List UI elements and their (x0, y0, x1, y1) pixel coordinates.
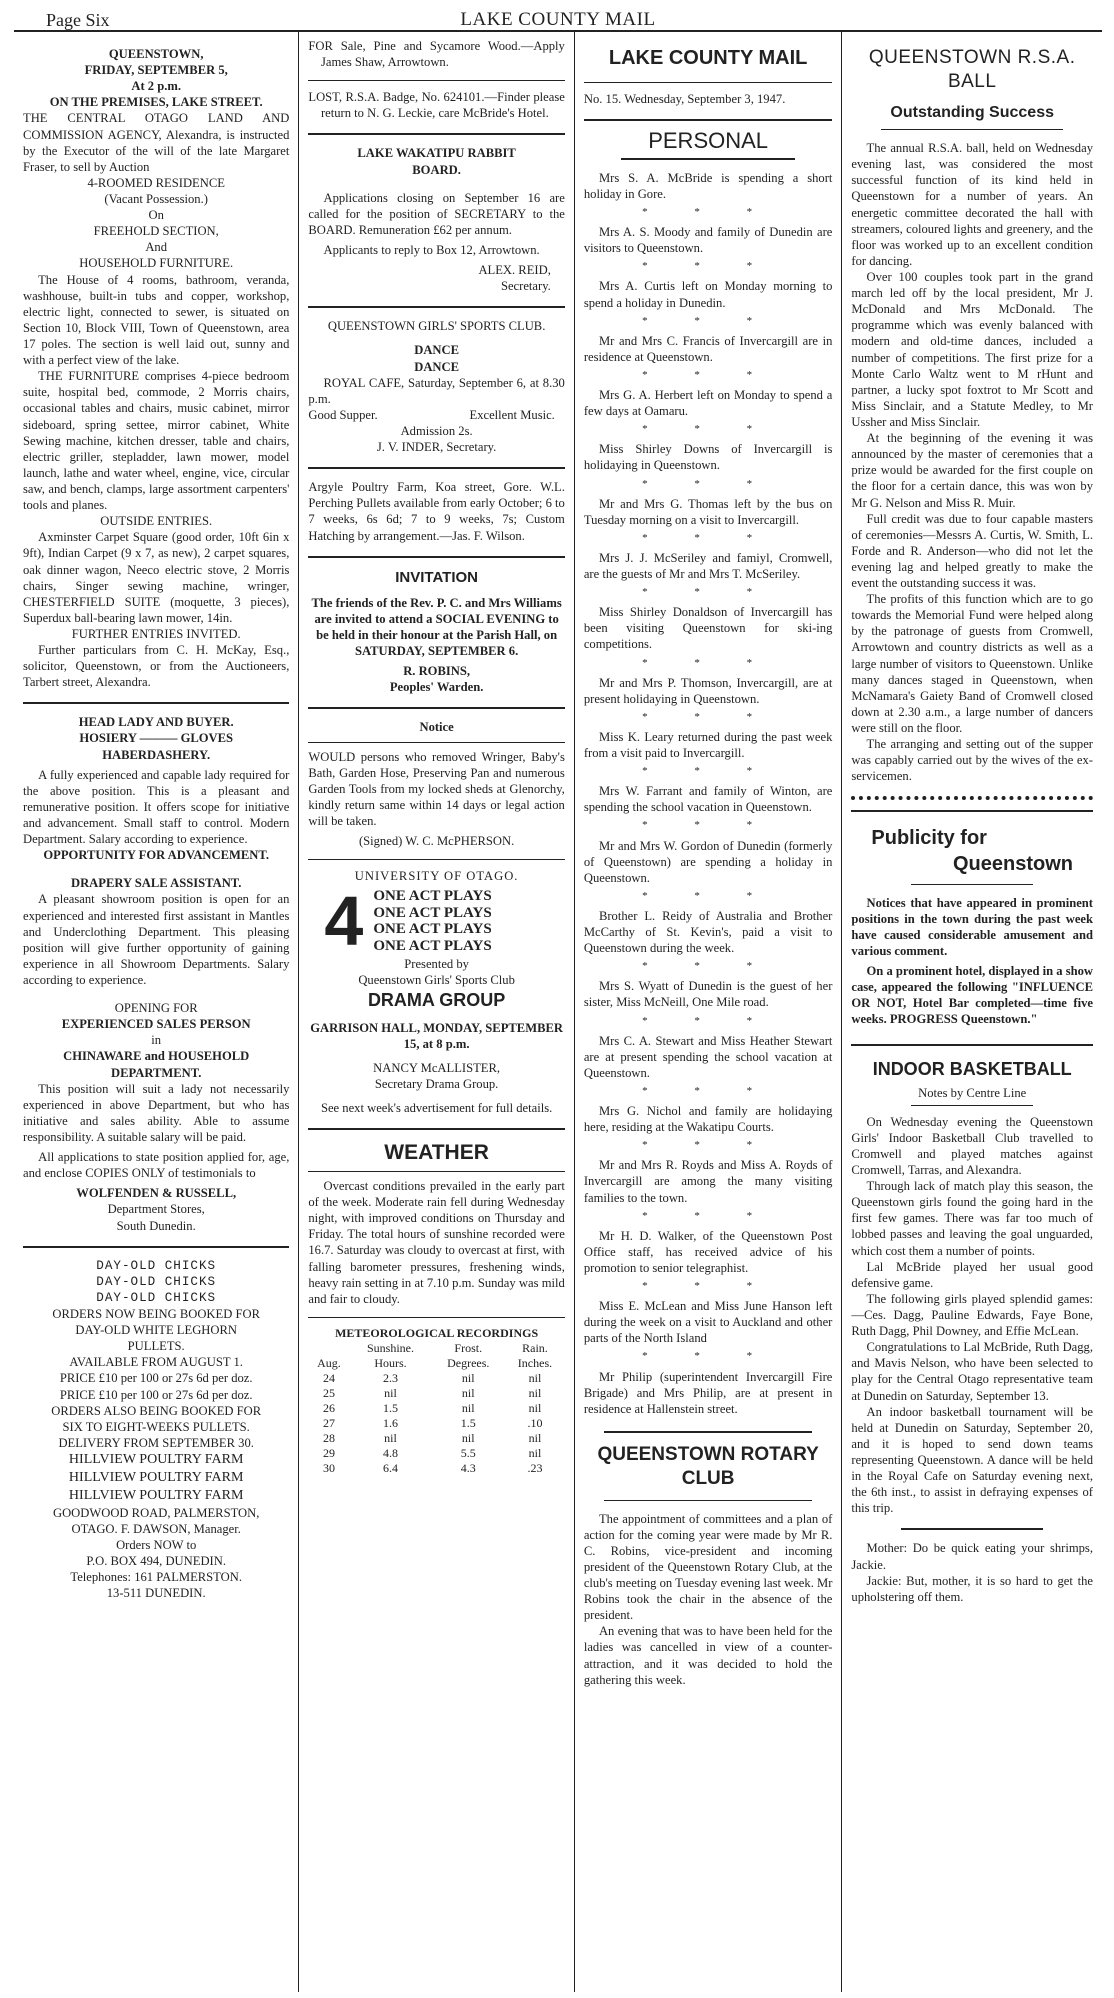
rabbit-board-ad (308, 145, 564, 294)
separator-stars: * * * (642, 586, 775, 599)
head-lady-ad (23, 714, 289, 863)
ad-line: HILLVIEW POULTRY FARM (68, 1469, 244, 1485)
plays-banner (324, 881, 564, 960)
page-number: Page Six (46, 10, 110, 30)
plays-line: ONE ACT PLAYS (373, 888, 492, 905)
ad-row (308, 407, 564, 423)
list-item: Mrs S. A. McBride is spending a short holiday in Gore. (583, 170, 833, 201)
basketball-body: The following girls played splendid games:—Ces. Dagg, Pauline Edwards, Faye Bone, Ruth Dagg, Phil Downey, and Effie McLean. (851, 1291, 1093, 1339)
joke-line: Mother: Do be quick eating your shrimps, Jackie. (851, 1541, 1093, 1572)
divider (308, 306, 564, 308)
auction-location: ON THE PREMISES, LAKE STREET. (49, 95, 263, 110)
list-item: Miss K. Leary returned during the past week from a visit paid to Invercargill. (583, 729, 833, 761)
ad-line: HILLVIEW POULTRY FARM (68, 1487, 244, 1503)
ad-heading: HABERDASHERY. (102, 747, 211, 762)
invitation-body: The friends of the Rev. P. C. and Mrs Williams are invited to attend a SOCIAL EVENING to be held in their honour at the Parish Hall, on SATURDAY, SEPTEMBER 6. (311, 595, 562, 659)
separator-stars: * * * (642, 423, 775, 436)
auction-further-entries: FURTHER ENTRIES INVITED. (71, 626, 241, 641)
ad-heading: EXPERIENCED SALES PERSON (61, 1017, 251, 1032)
met-cell: 4.8 (383, 1446, 398, 1461)
list-item: Miss Shirley Downs of Invercargill is holidaying in Queenstown. (583, 442, 833, 473)
met-cell: 24 (322, 1371, 335, 1386)
ad-signature: South Dunedin. (116, 1218, 196, 1233)
basketball-heading: INDOOR BASKETBALL (872, 1058, 1072, 1079)
divider (308, 1171, 564, 1172)
divider (584, 82, 833, 83)
plays-group: DRAMA GROUP (367, 989, 506, 1010)
auction-item: 4-ROOMED RESIDENCE (87, 175, 225, 190)
ad-signature: Department Stores, (107, 1202, 205, 1217)
rsa-body: The profits of this function which are to go towards the Memorial Fund were helped along by the patronage of guests from Cromwell, Arrowtown and country districts as well as a large number of visitors to Queenstown. Unlike many dances staged in Queenstown, when McNamara's Gaiety Band of Cromwell closed down at 2.30 a.m., a large number of dancers were still on the floor. (851, 592, 1093, 736)
separator-stars: * * * (642, 1014, 775, 1027)
list-item: Brother L. Reidy of Australia and Brother McCarthy of St. Kevin's, paid a visit to Queenstown during the week. (583, 908, 833, 956)
separator-stars: * * * (642, 1280, 775, 1293)
list-item: Mrs S. Wyatt of Dunedin is the guest of her sister, Miss McNeill, One Mile road. (583, 979, 833, 1010)
ad-line: 13-511 DUNEDIN. (106, 1586, 206, 1601)
notice-body: WOULD persons who removed Wringer, Baby's Bath, Garden Hose, Preserving Pan and numerous Garden Tools from my locked sheds at Glenorchy, kindly return same within 14 days or legal action will be taken. (308, 749, 565, 829)
ad-line: P.O. BOX 494, DUNEDIN. (86, 1554, 226, 1569)
met-cell: nil (461, 1371, 475, 1386)
met-header-cell: Inches. (517, 1356, 553, 1371)
divider (308, 707, 564, 709)
met-cell: 28 (322, 1431, 335, 1446)
column-4 (841, 32, 1102, 1992)
ornamental-divider (851, 796, 1093, 812)
column-2 (298, 32, 573, 1992)
auction-item: HOUSEHOLD FURNITURE. (79, 256, 234, 271)
ad-body: Applications closing on September 16 are called for the position of SECRETARY to the BOARD. Remuneration £62 per annum. (308, 190, 565, 237)
divider (911, 884, 1033, 885)
invitation-signature: R. ROBINS, (403, 664, 471, 679)
table-row (308, 1386, 564, 1401)
plays-line: ONE ACT PLAYS (373, 937, 492, 954)
ad-line: SIX TO EIGHT-WEEKS PULLETS. (62, 1419, 250, 1434)
separator-stars: * * * (642, 656, 775, 669)
ad-line: OTAGO. F. DAWSON, Manager. (71, 1521, 241, 1536)
met-header-cell: Hours. (374, 1356, 407, 1371)
divider (308, 556, 564, 558)
met-cell: nil (384, 1431, 397, 1446)
ad-body: This position will suit a lady not necessarily experienced in above Department, but who has initiative and sales ability. Able to assume responsibility. A suitable salary will be paid. (23, 1081, 290, 1144)
basketball-body: Congratulations to Lal McBride, Ruth Dagg, and Mavis Nelson, who have been selected to play for the Central Otago representative team at Dunedin on Saturday, September 13. (851, 1340, 1093, 1403)
met-header-cell: Degrees. (447, 1356, 490, 1371)
divider (308, 1317, 564, 1318)
met-cell: .23 (527, 1461, 543, 1476)
table-row (308, 1461, 564, 1476)
ad-signature: Secretary. (500, 279, 551, 294)
list-item: Mr and Mrs G. Thomas left by the bus on Tuesday morning on a visit to Invercargill. (583, 496, 833, 527)
basketball-body: Lal McBride played her usual good defensive game. (851, 1259, 1093, 1290)
separator-stars: * * * (642, 314, 775, 327)
argyle-poultry-ad: Argyle Poultry Farm, Koa street, Gore. W.L. Perching Pullets available from early October; 6 to 7 weeks, 6s 6d; 7 to 9 weeks, 7s; Custom Hatching by arrangement.—Jas. F. Wilson. (308, 480, 565, 543)
auction-intro: THE CENTRAL OTAGO LAND AND COMMISSION AGENCY, Alexandra, is instructed by the Executor of the will of the late Margaret Fraser, to sell by Auction (23, 111, 290, 174)
plays-line: ONE ACT PLAYS (373, 921, 492, 938)
separator-stars: * * * (642, 531, 775, 544)
plays-signature: Secretary Drama Group. (374, 1076, 499, 1091)
list-item: Mr H. D. Walker, of the Queenstown Post Office staff, has received advice of his promotion to senior telegraphist. (583, 1228, 833, 1275)
notice-ad (308, 719, 564, 849)
ad-heading: DRAPERY SALE ASSISTANT. (70, 876, 242, 891)
divider (308, 742, 564, 743)
basketball-body: Through lack of match play this season, the Queenstown girls found the going hard in the first few games. There was far too much of lobbed passes and leaving the goal unguarded, which cost them a number of points. (851, 1179, 1093, 1258)
list-item: Mr and Mrs W. Gordon of Dunedin (formerly of Queenstown) are spending a holiday in Queenstown. (583, 838, 833, 885)
personal-heading: PERSONAL (648, 127, 769, 153)
met-cell: nil (384, 1386, 397, 1401)
met-cell: 1.5 (460, 1416, 476, 1431)
ad-text: Excellent Music. (469, 407, 555, 422)
ad-line: PULLETS. (127, 1339, 185, 1354)
columns (14, 32, 1102, 1992)
separator-stars: * * * (642, 710, 775, 723)
ad-line: DAY-OLD CHICKS (96, 1274, 217, 1289)
rotary-body: An evening that was to have been held for the ladies was cancelled in view of a counter-attraction, and it was decided to hold the gathering this week. (583, 1624, 833, 1687)
met-cell: nil (528, 1371, 542, 1386)
list-item: Mrs C. A. Stewart and Miss Heather Stewart are at present spending the school vacation at Queenstown. (583, 1033, 833, 1080)
separator-stars: * * * (642, 1209, 775, 1222)
list-item: Mrs W. Farrant and family of Winton, are spending the school vacation in Queenstown. (583, 784, 833, 815)
plays-line: ONE ACT PLAYS (373, 904, 492, 921)
auction-item: (Vacant Possession.) (104, 191, 208, 206)
divider (881, 129, 1063, 130)
met-cell: 5.5 (460, 1446, 476, 1461)
separator-stars: * * * (642, 368, 775, 381)
ad-body: Applicants to reply to Box 12, Arrowtown. (323, 242, 540, 257)
divider (23, 1246, 289, 1248)
publicity-heading: Publicity for (871, 827, 987, 850)
separator-stars: * * * (642, 260, 775, 273)
met-cell: nil (528, 1386, 542, 1401)
rotary-heading: QUEENSTOWN ROTARY CLUB (597, 1443, 819, 1490)
invitation-heading: INVITATION (395, 568, 478, 586)
plays-number: 4 (324, 881, 364, 960)
ad-line: DAY-OLD CHICKS (96, 1290, 217, 1305)
ad-heading: BOARD. (412, 162, 461, 177)
table-row (308, 1446, 564, 1461)
divider (584, 119, 833, 121)
ad-line: ORDERS NOW BEING BOOKED FOR (52, 1306, 260, 1321)
table-row (308, 1401, 564, 1416)
met-cell: 4.3 (460, 1461, 476, 1476)
separator-stars: * * * (642, 206, 775, 219)
publicity-body: On a prominent hotel, displayed in a show case, appeared the following "INFLUENCE OR NOT, Hotel Bar completed—time five weeks. PROGRESS Queenstown." (851, 964, 1094, 1027)
list-item: Mrs A. Curtis left on Monday morning to spend a holiday in Dunedin. (583, 279, 833, 310)
met-cell: nil (461, 1431, 475, 1446)
list-item: Miss E. McLean and Miss June Hanson left during the week on a visit to Auckland and other parts of the North Island (583, 1299, 833, 1346)
met-cell: nil (461, 1386, 475, 1401)
chinaware-ad (23, 1000, 289, 1234)
ad-line: Telephones: 161 PALMERSTON. (70, 1570, 242, 1585)
masthead: LAKE COUNTY MAIL (460, 9, 656, 30)
separator-stars: * * * (642, 1084, 775, 1097)
divider (851, 1044, 1093, 1046)
auction-outside-entries-heading: OUTSIDE ENTRIES. (100, 514, 213, 529)
met-cell: 30 (322, 1461, 335, 1476)
met-cell: 25 (322, 1386, 335, 1401)
rotary-body: The appointment of committees and a plan of action for the coming year were made by Mr R. C. Robins, vice-president and incoming president of the Queenstown Rotary Club, at the club's meeting on Tuesday evening last week. Mr Robins took the chair in the absence of the president. (583, 1511, 833, 1623)
ad-text: Good Supper. (308, 407, 378, 422)
rsa-body: Over 100 couples took part in the grand march led off by the local president, Mr J. McDonald and Mrs McDonald. The programme which was evenly balanced with modern and old-time dances, included a number of competitions. The first prize for a Monte Carlo Waltz went to M rHunt and partner, a lucky spot foxtrot to Mr Scott and Miss Sinclair, and a Statute Medley, to Mr Ussher and Miss Sinclair. (851, 269, 1093, 429)
auction-house-desc: The House of 4 rooms, bathroom, veranda, washhouse, built-in tubs and copper, workshop, electric light, connected to sewer, is situated on Section 10, Block VIII, Town of Queenstown, area 17 poles. The section is well laid out, sunny and with a perfect view of the lake. (23, 272, 290, 368)
plays-lines (373, 888, 491, 954)
lost-ad: LOST, R.S.A. Badge, No. 624101.—Finder please return to N. G. Leckie, care McBride's Hotel. (308, 90, 565, 121)
basketball-body: An indoor basketball tournament will be held at Dunedin on Saturday, September 20, and it is hoped to send down teams representing Queenstown. A dance will be held in the Royal Cafe on Saturday evening next, the 6th inst., to assist in defraying expenses of this trip. (851, 1404, 1093, 1516)
separator-stars: * * * (642, 960, 775, 973)
publicity-body: Notices that have appeared in prominent positions in the town during the past week have caused considerable amusement and various comment. (851, 895, 1093, 958)
ad-body: A pleasant showroom position is open for an experienced and interested first assistant in Mantles and Underclothing Department. This pleasing position will give further opportunity of gaining experience in all Showroom Departments. Salary according to experience. (23, 892, 290, 988)
rsa-body: The annual R.S.A. ball, held on Wednesday evening last, was considered the most successful function of its kind held in Queenstown for a number of years. An energetic committee decorated the hall with streamers, coloured lights and greenery, and the floor was worked up to an excellent condition for dancing. (851, 141, 1093, 268)
publicity-heading: Queenstown (952, 853, 1073, 876)
table-row (308, 1371, 564, 1386)
weather-article (308, 1140, 564, 1476)
auction-item: On (148, 208, 164, 223)
plays-ad (308, 868, 564, 1116)
met-cell: 27 (322, 1416, 335, 1431)
ad-line: PRICE £10 per 100 or 27s 6d per doz. (59, 1387, 253, 1402)
auction-time: At 2 p.m. (131, 79, 182, 94)
auction-item: FREEHOLD SECTION, (93, 224, 219, 239)
ad-line: AVAILABLE FROM AUGUST 1. (69, 1355, 243, 1370)
separator-stars: * * * (642, 819, 775, 832)
editorial-masthead: LAKE COUNTY MAIL (608, 47, 808, 69)
ad-line: ORDERS ALSO BEING BOOKED FOR (51, 1403, 262, 1418)
ad-line: GOODWOOD ROAD, PALMERSTON, (52, 1505, 260, 1520)
plays-university: UNIVERSITY OF OTAGO. (354, 869, 519, 884)
separator-stars: * * * (642, 889, 775, 902)
plays-venue: GARRISON HALL, MONDAY, SEPTEMBER 15, at 8 p.m. (310, 1020, 563, 1051)
ad-heading: OPPORTUNITY FOR ADVANCEMENT. (43, 848, 270, 863)
for-sale-ad: FOR Sale, Pine and Sycamore Wood.—Apply James Shaw, Arrowtown. (308, 39, 565, 70)
auction-place: QUEENSTOWN, (108, 47, 204, 61)
ad-line: PRICE £10 per 100 or 27s 6d per doz. (59, 1371, 253, 1386)
joke-line: Jackie: But, mother, it is so hard to get the upholstering off them. (851, 1573, 1093, 1604)
day-old-chicks-ad (23, 1258, 289, 1602)
plays-note: See next week's advertisement for full details. (320, 1101, 553, 1116)
list-item: Mrs J. J. McSeriley and famiyl, Cromwell, are the guests of Mr and Mrs T. McSeriley. (583, 550, 833, 582)
met-header-row (308, 1341, 564, 1356)
ad-line: DAY-OLD CHICKS (96, 1258, 217, 1273)
personal-list (584, 170, 833, 1417)
table-row (308, 1431, 564, 1446)
auction-outside-entries: Axminster Carpet Square (good order, 10ft 6in x 9ft), Indian Carpet (9 x 7, as new), 2 carpet squares, oak dinner wagon, Neeco electric stove, 2 Morris chairs, Singer sewing machine, wringer, CHESTERFIELD SUITE (moquette, 3 pieces), Superdux ball-bearing lawn mower, 14in. (23, 530, 290, 625)
ad-line: DELIVERY FROM SEPTEMBER 30. (58, 1435, 254, 1450)
met-header-cell: Sunshine. (366, 1341, 414, 1356)
met-cell: nil (528, 1446, 542, 1461)
divider (604, 1431, 813, 1433)
invitation-signature: Peoples' Warden. (389, 680, 484, 695)
met-cell: nil (528, 1431, 542, 1446)
invitation-notice (308, 568, 564, 696)
met-cell: .10 (527, 1416, 543, 1431)
ad-heading: DANCE (414, 359, 459, 374)
rsa-body: The arranging and setting out of the supper was capably carried out by the wives of the ex-servicemen. (851, 737, 1093, 784)
ad-signature: J. V. INDER, Secretary. (376, 440, 497, 455)
auction-item: And (145, 240, 168, 255)
met-header-cell: Frost. (454, 1341, 483, 1356)
plays-signature: NANCY McALLISTER, (373, 1060, 501, 1075)
met-header-row (308, 1356, 564, 1371)
list-item: Miss Shirley Donaldson of Invercargill has been visiting Queenstown for ski-ing competitions. (583, 605, 833, 652)
list-item: Mr and Mrs C. Francis of Invercargill are in residence at Queenstown. (583, 333, 833, 364)
met-cell: 1.6 (383, 1416, 398, 1431)
ad-heading: OPENING FOR (114, 1001, 198, 1016)
list-item: Mrs G. Nichol and family are holidaying here, residing at the Wakatipu Courts. (583, 1104, 833, 1135)
basketball-subheading: Notes by Centre Line (918, 1085, 1027, 1100)
met-cell: 2.3 (383, 1371, 398, 1386)
list-item: Mr and Mrs P. Thomson, Invercargill, are at present holidaying in Queenstown. (583, 675, 833, 706)
list-item: Mrs G. A. Herbert left on Monday to spend a few days at Oamaru. (583, 388, 833, 419)
met-header-cell (308, 1341, 349, 1356)
divider (308, 859, 564, 860)
separator-stars: * * * (642, 1350, 775, 1363)
plays-club: Queenstown Girls' Sports Club (358, 973, 515, 988)
met-cell: nil (461, 1401, 475, 1416)
ad-line: Orders NOW to (116, 1537, 197, 1552)
weather-heading: WEATHER (384, 1141, 489, 1165)
divider (23, 702, 289, 704)
met-heading: METEOROLOGICAL RECORDINGS (335, 1325, 539, 1340)
plays-presented: Presented by (404, 957, 469, 972)
issue-line: No. 15. Wednesday, September 3, 1947. (583, 91, 786, 106)
ad-heading: QUEENSTOWN GIRLS' SPORTS CLUB. (327, 319, 546, 334)
separator-stars: * * * (642, 1139, 775, 1152)
met-header-cell: Rain. (522, 1341, 548, 1356)
auction-notice (23, 46, 289, 690)
rsa-heading: QUEENSTOWN R.S.A. BALL (868, 47, 1076, 93)
column-1 (14, 32, 298, 1992)
ad-line: DAY-OLD WHITE LEGHORN (75, 1323, 237, 1338)
ad-heading: HOSIERY ——— GLOVES (79, 731, 234, 746)
ad-body: A fully experienced and capable lady required for the above position. This is a pleasant and remunerative position. It offers scope for initiative and advancement. Small staff to control. Modern Department. Salary according to experience. (23, 767, 290, 847)
met-header-cell: Aug. (317, 1356, 341, 1371)
ad-heading: in (151, 1033, 162, 1048)
divider (308, 80, 564, 81)
ad-body: ROYAL CAFE, Saturday, September 6, at 8.30 p.m. (308, 375, 565, 406)
ad-heading: HEAD LADY AND BUYER. (78, 715, 234, 730)
met-cell: 1.5 (383, 1401, 398, 1416)
ad-heading: DANCE (414, 343, 459, 358)
ad-heading: CHINAWARE and HOUSEHOLD DEPARTMENT. (63, 1049, 250, 1080)
divider (901, 1528, 1043, 1530)
ad-text: Admission 2s. (400, 423, 473, 438)
met-table (308, 1341, 564, 1476)
met-cell: 26 (322, 1401, 335, 1416)
notice-heading: Notice (419, 720, 454, 735)
table-row (308, 1416, 564, 1431)
auction-date: FRIDAY, SEPTEMBER 5, (84, 63, 228, 78)
divider (308, 1128, 564, 1130)
auction-furniture-desc: THE FURNITURE comprises 4-piece bedroom suite, hospital bed, commode, 2 Morris chairs, occasional tables and chairs, music cabinet, mirror sideboard, spring settee, mirror cabinet, White Sewing machine, kitchen dresser, table and chairs, electric griller, stepladder, lawn mower, model launch, lathe and water wheel, engine, vice, circular saw, and bench, clamps, large assortment carpenters' tools and planes. (23, 369, 290, 513)
page-header (14, 8, 1102, 32)
notice-signature: (Signed) W. C. McPHERSON. (358, 834, 515, 849)
list-item: Mrs A. S. Moody and family of Dunedin are visitors to Queenstown. (583, 225, 833, 256)
separator-stars: * * * (642, 765, 775, 778)
list-item: Mr and Mrs R. Royds and Miss A. Royds of Invercargill are among the many visiting families to the town. (583, 1158, 833, 1205)
ad-heading: LAKE WAKATIPU RABBIT (357, 146, 516, 161)
met-cell: nil (528, 1401, 542, 1416)
auction-particulars: Further particulars from C. H. McKay, Esq., solicitor, Queenstown, or from the Auctioneers, Tarbert street, Alexandra. (23, 643, 290, 690)
basketball-body: On Wednesday evening the Queenstown Girls' Indoor Basketball Club travelled to Cromwell and played matches against Cromwell, Tarras, and Alexandra. (851, 1114, 1093, 1177)
ad-signature: ALEX. REID, (478, 263, 551, 278)
divider (308, 467, 564, 469)
divider (604, 1500, 813, 1501)
met-cell: 6.4 (383, 1461, 398, 1476)
list-item: Mr Philip (superintendent Invercargill Fire Brigade) and Mrs Philip, are at present in residence at Hallenstein street. (583, 1369, 833, 1416)
rsa-subheading: Outstanding Success (890, 103, 1054, 121)
rsa-body: Full credit was due to four capable masters of ceremonies—Messrs A. Curtis, W. Smith, L. Forde and R. Anderson—who did not let the evening lag and helped greatly to make the event the outstanding success it was. (851, 511, 1093, 591)
drapery-ad (23, 875, 289, 988)
divider (911, 1105, 1033, 1106)
ornament-rule (621, 158, 795, 160)
column-3 (574, 32, 842, 1992)
ad-signature: WOLFENDEN & RUSSELL, (76, 1186, 237, 1201)
rsa-body: At the beginning of the evening it was announced by the master of ceremonies that a prize would be awarded for the first couple on the floor for a certain dance, this was won by Mr G. Nelson and Miss R. Muir. (851, 431, 1093, 510)
girls-club-dance-ad (308, 318, 564, 455)
weather-body: Overcast conditions prevailed in the early part of the week. Moderate rain fell during Wednesday night, with improved conditions on Thursday and Friday. The total hours of sunshine recorded were 16.7. Saturday was cloudy to overcast at first, with falling barometer pressures, freshening winds, heavy rain setting in at 7.10 p.m. Sunday was mild and fair to cloudy. (308, 1179, 565, 1306)
separator-stars: * * * (642, 477, 775, 490)
ad-line: HILLVIEW POULTRY FARM (68, 1451, 244, 1467)
divider (308, 133, 564, 135)
ad-body: All applications to state position applied for, age, and enclose COPIES ONLY of testimonials to (23, 1150, 290, 1181)
met-cell: 29 (322, 1446, 335, 1461)
